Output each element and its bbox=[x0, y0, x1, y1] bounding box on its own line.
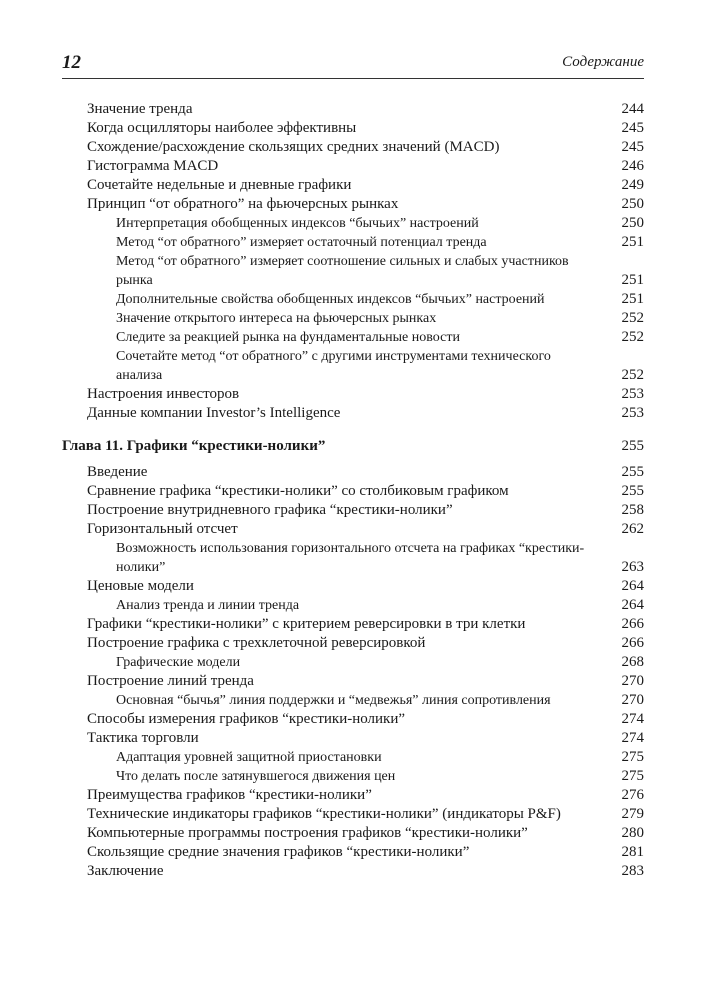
toc-entry-title: Значение тренда bbox=[87, 101, 193, 117]
toc-subentry bbox=[62, 596, 644, 615]
toc-entry-title: Сочетайте недельные и дневные графики bbox=[87, 177, 352, 193]
toc-entry-page: 244 bbox=[621, 101, 644, 117]
toc-entry-title: Технические индикаторы графиков “крестики-нолики” (индикаторы P&F) bbox=[87, 806, 561, 822]
toc-entry-page: 258 bbox=[621, 502, 644, 518]
toc-entry-page: 266 bbox=[621, 635, 644, 651]
toc-entry bbox=[62, 157, 644, 176]
toc-entry-title: Дополнительные свойства обобщенных индексов “бычьих” настроений bbox=[116, 292, 545, 307]
chapter-title: Глава 11. Графики “крестики-нолики” bbox=[62, 438, 326, 454]
toc-subentry bbox=[62, 252, 644, 290]
toc-entry-page: 274 bbox=[621, 711, 644, 727]
toc-entry-title: Ценовые модели bbox=[87, 578, 194, 594]
toc-entry-title: Скользящие средние значения графиков “крестики-нолики” bbox=[87, 844, 470, 860]
toc-entry-page: 252 bbox=[621, 310, 644, 326]
toc-entry bbox=[62, 843, 644, 862]
toc-entry-page: 270 bbox=[621, 692, 644, 708]
toc-entry-page: 266 bbox=[621, 616, 644, 632]
toc-entry bbox=[62, 501, 644, 520]
toc-entry bbox=[62, 634, 644, 653]
page-number: 12 bbox=[62, 52, 81, 73]
toc-entry-title: Настроения инвесторов bbox=[87, 386, 240, 402]
toc-subentry bbox=[62, 233, 644, 252]
toc-entry-title: Значение открытого интереса на фьючерсных рынках bbox=[116, 311, 437, 326]
toc-entry-title: Метод “от обратного” измеряет остаточный потенциал тренда bbox=[116, 235, 487, 250]
toc-subentry bbox=[62, 653, 644, 672]
toc-entry bbox=[62, 385, 644, 404]
toc-entry-page: 262 bbox=[621, 521, 644, 537]
toc-entry-title: Графики “крестики-нолики” с критерием реверсировки в три клетки bbox=[87, 616, 526, 632]
toc-entry bbox=[62, 786, 644, 805]
toc-entry bbox=[62, 672, 644, 691]
toc-entry-page: 255 bbox=[621, 464, 644, 480]
running-title: Содержание bbox=[562, 54, 644, 70]
toc-subentry bbox=[62, 290, 644, 309]
toc-entry-title: Построение линий тренда bbox=[87, 673, 254, 689]
toc-entry-title: Компьютерные программы построения графиков “крестики-нолики” bbox=[87, 825, 528, 841]
toc-entry bbox=[62, 577, 644, 596]
toc-entry bbox=[62, 482, 644, 501]
toc-entry-title: Что делать после затянувшегося движения цен bbox=[116, 769, 396, 784]
toc-entry-page: 274 bbox=[621, 730, 644, 746]
toc-entry-page: 252 bbox=[621, 367, 644, 383]
toc-entry-page: 245 bbox=[621, 139, 644, 155]
toc-entry-page: 250 bbox=[621, 215, 644, 231]
table-of-contents bbox=[62, 100, 644, 881]
toc-entry-title: Адаптация уровней защитной приостановки bbox=[116, 750, 382, 765]
toc-entry bbox=[62, 100, 644, 119]
toc-entry-title: Тактика торговли bbox=[87, 730, 199, 746]
toc-entry bbox=[62, 138, 644, 157]
toc-entry-page: 250 bbox=[621, 196, 644, 212]
toc-entry bbox=[62, 195, 644, 214]
toc-entry-page: 251 bbox=[621, 272, 644, 288]
toc-subentry bbox=[62, 214, 644, 233]
toc-entry-title: Данные компании Investor’s Intelligence bbox=[87, 405, 341, 421]
toc-subentry bbox=[62, 309, 644, 328]
toc-entry bbox=[62, 824, 644, 843]
toc-entry-title: Возможность использования горизонтального отсчета на графиках “крестики-нолики” bbox=[116, 541, 585, 575]
toc-entry-page: 264 bbox=[621, 578, 644, 594]
toc-entry-title: Построение внутридневного графика “крестики-нолики” bbox=[87, 502, 453, 518]
toc-entry-title: Способы измерения графиков “крестики-нолики” bbox=[87, 711, 406, 727]
toc-entry-title: Метод “от обратного” измеряет соотношение сильных и слабых участников рынка bbox=[116, 254, 569, 288]
toc-entry-title: Горизонтальный отсчет bbox=[87, 521, 238, 537]
toc-entry-title: Преимущества графиков “крестики-нолики” bbox=[87, 787, 372, 803]
toc-entry-title: Заключение bbox=[87, 863, 164, 879]
toc-entry-page: 275 bbox=[621, 749, 644, 765]
toc-entry-title: Анализ тренда и линии тренда bbox=[116, 598, 300, 613]
toc-entry-page: 255 bbox=[621, 438, 644, 454]
toc-entry bbox=[62, 520, 644, 539]
toc-entry-page: 279 bbox=[621, 806, 644, 822]
toc-entry bbox=[62, 729, 644, 748]
toc-entry-title: Когда осцилляторы наиболее эффективны bbox=[87, 120, 357, 136]
toc-entry-title: Интерпретация обобщенных индексов “бычьих” настроений bbox=[116, 216, 479, 231]
toc-entry-page: 251 bbox=[621, 234, 644, 250]
toc-entry bbox=[62, 176, 644, 195]
toc-subentry bbox=[62, 767, 644, 786]
toc-entry bbox=[62, 119, 644, 138]
toc-entry-page: 275 bbox=[621, 768, 644, 784]
toc-entry-title: Построение графика с трехклеточной реверсировкой bbox=[87, 635, 426, 651]
toc-entry-page: 253 bbox=[621, 386, 644, 402]
header-rule bbox=[62, 78, 644, 79]
toc-entry-title: Сравнение графика “крестики-нолики” со столбиковым графиком bbox=[87, 483, 509, 499]
toc-entry-page: 283 bbox=[621, 863, 644, 879]
toc-entry-title: Основная “бычья” линия поддержки и “медвежья” линия сопротивления bbox=[116, 693, 551, 708]
toc-entry-page: 252 bbox=[621, 329, 644, 345]
toc-entry bbox=[62, 463, 644, 482]
toc-entry bbox=[62, 615, 644, 634]
page-header bbox=[62, 50, 644, 78]
toc-entry-page: 251 bbox=[621, 291, 644, 307]
toc-entry-page: 253 bbox=[621, 405, 644, 421]
toc-chapter-heading bbox=[62, 437, 644, 456]
toc-entry bbox=[62, 862, 644, 881]
toc-entry bbox=[62, 805, 644, 824]
toc-entry-page: 264 bbox=[621, 597, 644, 613]
toc-entry-title: Сочетайте метод “от обратного” с другими инструментами технического анализа bbox=[116, 349, 551, 383]
toc-entry bbox=[62, 404, 644, 423]
toc-subentry bbox=[62, 748, 644, 767]
toc-entry-page: 280 bbox=[621, 825, 644, 841]
toc-entry-page: 246 bbox=[621, 158, 644, 174]
toc-entry-page: 245 bbox=[621, 120, 644, 136]
toc-subentry bbox=[62, 328, 644, 347]
toc-entry bbox=[62, 710, 644, 729]
toc-entry-page: 281 bbox=[621, 844, 644, 860]
toc-entry-page: 276 bbox=[621, 787, 644, 803]
toc-entry-title: Введение bbox=[87, 464, 148, 480]
toc-entry-title: Следите за реакцией рынка на фундаментальные новости bbox=[116, 330, 460, 345]
toc-subentry bbox=[62, 347, 644, 385]
toc-subentry bbox=[62, 539, 644, 577]
toc-entry-page: 263 bbox=[621, 559, 644, 575]
toc-entry-page: 249 bbox=[621, 177, 644, 193]
toc-entry-page: 270 bbox=[621, 673, 644, 689]
toc-subentry bbox=[62, 691, 644, 710]
toc-entry-page: 255 bbox=[621, 483, 644, 499]
toc-entry-title: Гистограмма MACD bbox=[87, 158, 219, 174]
toc-entry-title: Схождение/расхождение скользящих средних значений (MACD) bbox=[87, 139, 500, 155]
toc-entry-title: Графические модели bbox=[116, 655, 241, 670]
toc-entry-page: 268 bbox=[621, 654, 644, 670]
toc-entry-title: Принцип “от обратного” на фьючерсных рынках bbox=[87, 196, 399, 212]
